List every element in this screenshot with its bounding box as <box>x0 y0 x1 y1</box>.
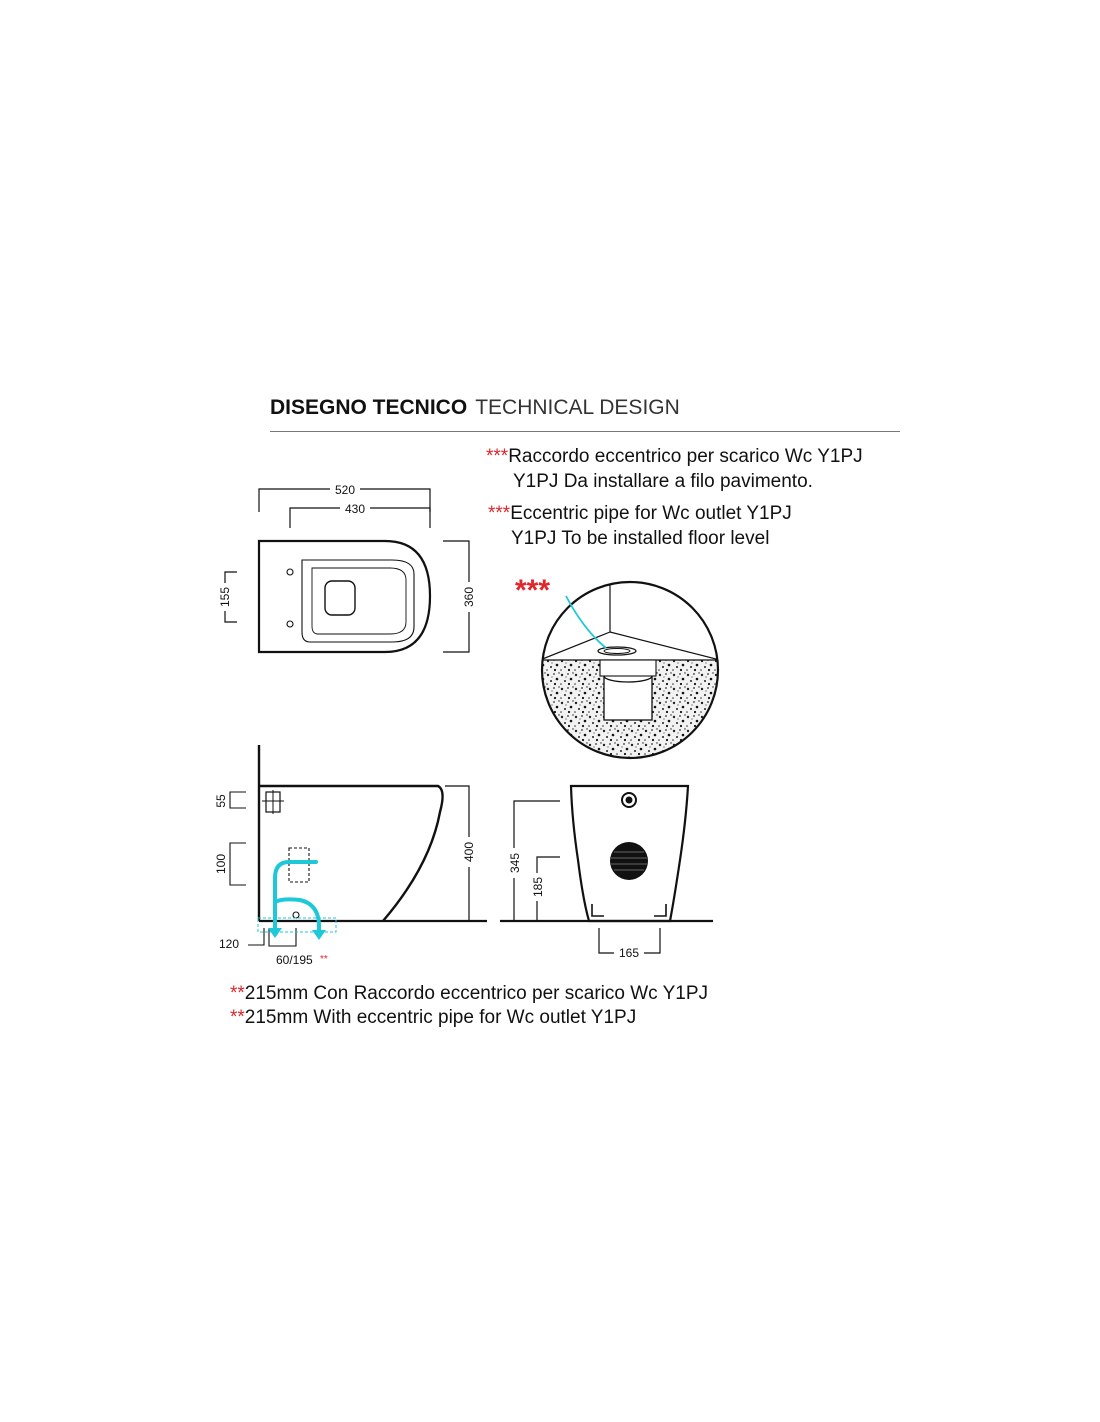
note-english-text1: Eccentric pipe for Wc outlet Y1PJ <box>510 503 792 524</box>
detail-view-circle <box>540 580 720 760</box>
dim-100-label: 100 <box>214 853 228 875</box>
dim-155-label: 155 <box>218 586 232 608</box>
double-asterisk-mark: ** <box>230 1007 245 1028</box>
outlet-pipe-path <box>275 862 319 930</box>
note-english-line2: Y1PJ To be installed floor level <box>511 528 770 549</box>
dim-345-label: 345 <box>508 852 522 874</box>
footnote-english-text: 215mm With eccentric pipe for Wc outlet Y1PJ <box>244 1007 637 1028</box>
dim-double-asterisk-mark: ** <box>320 954 328 965</box>
detail-asterisk-mark: *** <box>515 574 551 607</box>
note-italian-line2: Y1PJ Da installare a filo pavimento. <box>513 471 813 492</box>
title-english: TECHNICAL DESIGN <box>475 396 680 419</box>
triple-asterisk-mark: *** <box>488 503 511 524</box>
dim-430-label: 430 <box>344 502 366 516</box>
title-italian: DISEGNO TECNICO <box>270 396 468 419</box>
side-view <box>230 745 487 946</box>
front-view <box>500 786 713 960</box>
dim-360-label: 360 <box>462 586 476 608</box>
dim-520-label: 520 <box>334 483 356 497</box>
footnote-italian-text: 215mm Con Raccordo eccentrico per scarico Wc Y1PJ <box>244 983 709 1004</box>
dim-185-label: 185 <box>531 876 545 898</box>
note-italian-text1: Raccordo eccentrico per scarico Wc Y1PJ <box>508 446 863 467</box>
dim-60-195-label: 60/195 <box>276 953 313 967</box>
triple-asterisk-mark: *** <box>486 446 509 467</box>
double-asterisk-mark: ** <box>230 983 245 1004</box>
dim-400-label: 400 <box>462 841 476 863</box>
dim-55-label: 55 <box>214 794 228 808</box>
dim-120-label: 120 <box>219 937 240 951</box>
dim-165-label: 165 <box>618 946 640 960</box>
drain-outlet-icon <box>610 842 648 880</box>
